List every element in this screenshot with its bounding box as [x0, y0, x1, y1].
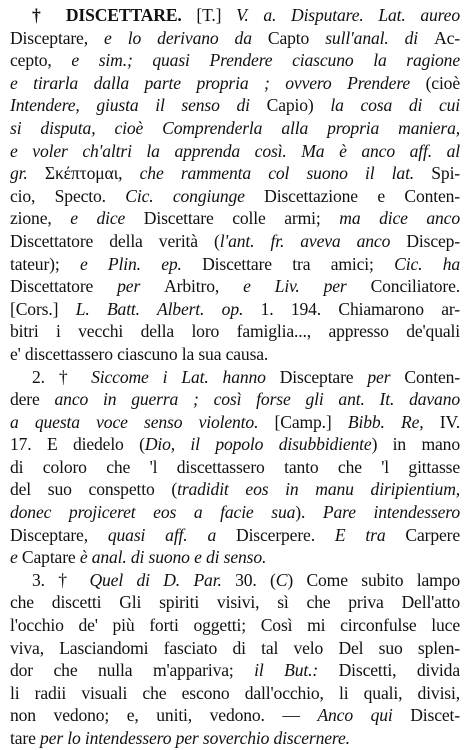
italic-text: e sim.; quasi Prendere ciascuno la ragione — [71, 50, 460, 71]
headword: † DISCETTARE. — [32, 5, 182, 25]
roman-text: Discettare tra amici; — [202, 253, 395, 274]
roman-text: Discerpere. — [236, 524, 335, 545]
roman-text: non vedono; e, uniti, vedono. — — [10, 705, 318, 726]
roman-text: cio, Specto. — [10, 185, 126, 206]
roman-text: Discetti, divida — [338, 660, 460, 681]
italic-text: Dio, il popolo disubbidiente — [144, 434, 372, 455]
italic-text: e Plin. ep. — [79, 253, 203, 274]
roman-text: ) in mano — [371, 434, 460, 455]
roman-text: Disceptare, — [10, 27, 105, 48]
entry-line — [10, 27, 460, 50]
italic-text: E tra — [334, 524, 406, 545]
italic-text: e tirarla dalla parte propria ; ovvero Prendere — [10, 72, 426, 93]
entry-line — [10, 591, 460, 614]
roman-text: 2. † — [32, 366, 92, 387]
roman-text: [T.] — [181, 5, 237, 25]
roman-text: [Camp.] — [274, 411, 348, 432]
italic-text: e dice — [70, 208, 144, 229]
roman-text: bitri i vecchi della loro famiglia..., appresso de'quali — [10, 321, 460, 342]
roman-text: Conciliatore. — [370, 276, 460, 297]
dictionary-entry-discettare — [10, 4, 460, 750]
entry-line — [10, 546, 460, 569]
roman-text: Σκέπτομαι, — [44, 163, 140, 184]
italic-text: Anco qui — [317, 705, 411, 726]
entry-line — [10, 72, 460, 95]
italic-text: è anal. di suono e di senso. — [79, 547, 267, 568]
roman-text: IV. — [439, 411, 460, 432]
roman-text: ) Come subito lampo — [287, 569, 460, 590]
italic-text: per — [367, 366, 405, 387]
entry-line — [10, 501, 460, 524]
italic-text: Cic. congiunge — [125, 185, 265, 206]
italic-text: Quel di D. Par. — [89, 569, 236, 590]
italic-text: per — [117, 276, 165, 297]
entry-line — [10, 275, 460, 298]
italic-text: a questa voce senso violento. — [10, 411, 275, 432]
roman-text: Discet- — [410, 705, 460, 726]
roman-text: Conten- — [404, 366, 460, 387]
entry-line — [10, 117, 460, 140]
entry-line — [10, 49, 460, 72]
entry-line — [10, 162, 460, 185]
italic-text: Bibb. Re, — [347, 411, 440, 432]
entry-line — [10, 207, 460, 230]
entry-line — [10, 727, 460, 750]
roman-text: Captare — [21, 547, 80, 568]
italic-text: L. Batt. Albert. op. — [75, 298, 261, 319]
entry-line — [10, 4, 460, 27]
entry-line — [10, 253, 460, 276]
roman-text: 3. † — [32, 569, 90, 590]
italic-text: e — [10, 547, 22, 568]
entry-line — [10, 366, 460, 389]
italic-text: tradidit eos in manu diripientium, — [177, 479, 460, 500]
roman-text: 1. 194. Chiamarono ar- — [260, 298, 460, 319]
roman-text: dor che nulla m'appariva; — [10, 660, 255, 681]
italic-text: donec projiceret eos a facie sua — [10, 502, 296, 523]
italic-text: il But.: — [254, 660, 339, 681]
roman-text: l'occhio de' più forti oggetti; Così mi circonfulse luce — [10, 615, 460, 636]
italic-text: l'ant. fr. aveva anco — [219, 230, 407, 251]
roman-text: Capio) — [266, 95, 331, 116]
italic-text: C — [275, 569, 288, 590]
italic-text: la cosa di cui — [330, 95, 460, 116]
italic-text: anco in guerra ; così forse gli ant. It. davano — [54, 389, 460, 410]
italic-text: e lo derivano da — [104, 27, 268, 48]
roman-text: Discettatore — [10, 276, 118, 297]
entry-line — [10, 298, 460, 321]
italic-text: si disputa, cioè Comprenderla alla propria maniera, — [10, 117, 460, 138]
italic-text: sull'anal. di — [325, 27, 435, 48]
roman-text: Discettazione e Conten- — [264, 185, 460, 206]
roman-text: dere — [10, 389, 55, 410]
italic-text: Siccome i Lat. hanno — [91, 366, 280, 387]
italic-text: gr. — [10, 163, 45, 184]
italic-text: Cic. ha — [394, 253, 460, 274]
roman-text: Spi- — [431, 163, 460, 184]
roman-text: che discetti Gli spiriti visivi, sì che priva Dell'atto — [10, 592, 460, 613]
italic-text: quasi aff. a — [107, 524, 237, 545]
italic-text: ma dice anco — [339, 208, 460, 229]
italic-text: e voler ch'altri la apprenda così. Ma è anco aff. al — [10, 140, 460, 161]
italic-text: per lo intendessero per soverchio discernere. — [40, 728, 350, 748]
roman-text: Arbitro, — [164, 276, 244, 297]
roman-text: (cioè — [425, 72, 460, 93]
roman-text: di coloro che 'l discettassero tanto che 'l gittasse — [10, 456, 460, 477]
entry-line — [10, 524, 460, 547]
entry-line — [10, 411, 460, 434]
entry-line — [10, 704, 460, 727]
roman-text: Discettatore della verità ( — [10, 230, 220, 251]
roman-text: li radii visuali che escono dall'occhio, li quali, divisi, — [10, 682, 460, 703]
roman-text: [Cors.] — [10, 298, 76, 319]
italic-text: Intendere, giusta il senso di — [10, 95, 267, 116]
entry-line — [10, 140, 460, 163]
roman-text: 17. E diedelo ( — [10, 434, 145, 455]
entry-line — [10, 388, 460, 411]
roman-text: cepto, — [10, 50, 72, 71]
roman-text: Capto — [267, 27, 326, 48]
roman-text: Disceptare, — [10, 524, 108, 545]
roman-text: Carpere — [405, 524, 460, 545]
entry-line — [10, 94, 460, 117]
roman-text: tateur); — [10, 253, 80, 274]
roman-text: 30. ( — [235, 569, 276, 590]
entry-line — [10, 320, 460, 343]
roman-text: viva, Lasciandomi fasciato di tal velo Del suo splen- — [10, 637, 460, 658]
entry-line — [10, 659, 460, 682]
italic-text: V. a. Disputare. Lat. aureo — [236, 5, 460, 25]
entry-line — [10, 230, 460, 253]
entry-line — [10, 433, 460, 456]
roman-text: zione, — [10, 208, 71, 229]
entry-line — [10, 456, 460, 479]
entry-line — [10, 185, 460, 208]
roman-text: ). — [295, 502, 323, 523]
roman-text: Disceptare — [279, 366, 368, 387]
roman-text: del suo conspetto ( — [10, 479, 178, 500]
entry-line — [10, 478, 460, 501]
roman-text: Discettare colle armi; — [143, 208, 340, 229]
entry-line — [10, 682, 460, 705]
italic-text: che rammenta col suono il lat. — [139, 163, 432, 184]
roman-text: Ac- — [434, 27, 460, 48]
entry-line — [10, 569, 460, 592]
entry-line — [10, 637, 460, 660]
entry-line — [10, 614, 460, 637]
roman-text: e' discettassero ciascuno la sua causa. — [10, 343, 269, 364]
roman-text: tare — [10, 728, 41, 748]
italic-text: e Liv. per — [243, 276, 371, 297]
roman-text: Discep- — [406, 230, 460, 251]
entry-line — [10, 343, 460, 366]
italic-text: Pare intendessero — [322, 502, 460, 523]
